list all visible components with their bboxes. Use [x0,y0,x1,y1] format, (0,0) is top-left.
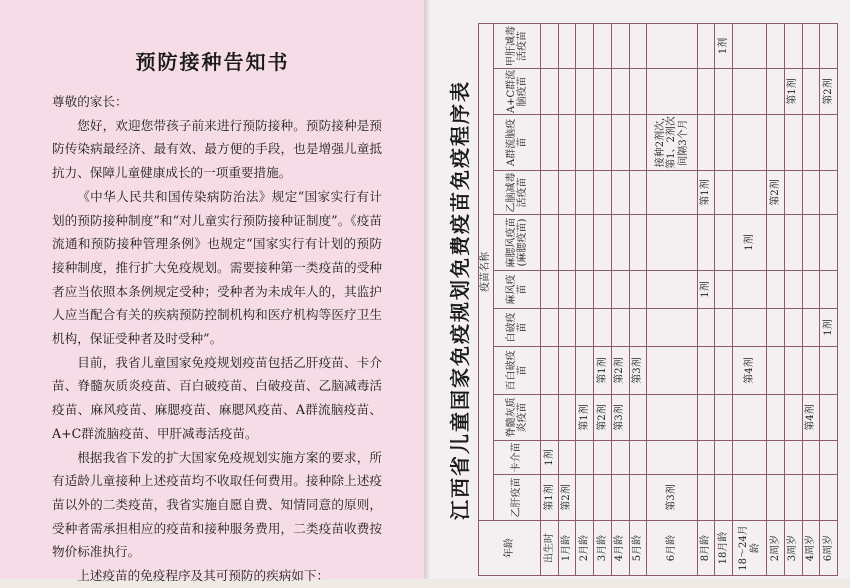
dose-cell: 1剂 [541,441,559,475]
dose-cell [802,23,820,68]
dose-cell [541,309,559,347]
age-cell: 4周岁 [802,521,820,576]
dose-cell [733,171,767,215]
dose-cell [820,23,838,68]
dose-cell [784,171,802,215]
dose-cell [802,115,820,171]
dose-cell [611,215,629,271]
dose-cell [611,441,629,475]
dose-cell [715,115,733,171]
dose-cell [697,309,715,347]
dose-cell [820,347,838,395]
age-cell: 出生时 [541,521,559,576]
age-cell: 3周岁 [784,521,802,576]
table-row [733,23,767,575]
dose-cell [715,347,733,395]
dose-cell: 第2剂 [594,395,612,441]
vaccine-column-header: A群流脑疫苗 [494,115,541,171]
table-row [594,23,612,575]
dose-cell [576,347,594,395]
table-row [647,23,697,575]
age-cell: 6周岁 [820,521,838,576]
dose-cell [733,475,767,521]
table-row [541,23,559,575]
dose-cell [558,69,576,115]
dose-cell [784,475,802,521]
table-row [767,23,785,575]
dose-cell [594,171,612,215]
dose-cell: 第1剂 [541,475,559,521]
dose-cell [697,23,715,68]
dose-cell [629,23,647,68]
vaccine-header-row [494,23,541,575]
dose-cell [541,395,559,441]
dose-cell: 接种2剂次,第1、2剂次间隔3个月 [647,115,697,171]
dose-cell [647,23,697,68]
dose-cell [733,309,767,347]
dose-cell [629,475,647,521]
dose-cell [784,23,802,68]
dose-cell [594,215,612,271]
dose-cell [784,115,802,171]
dose-cell [820,115,838,171]
notice-paragraph: 您好，欢迎您带孩子前来进行预防接种。预防接种是预防传染病最经济、最有效、最方便的手段，也是增强儿童抵抗力、保障儿童健康成长的一项重要措施。 [52,117,382,181]
dose-cell [802,441,820,475]
dose-cell [733,69,767,115]
dose-cell [611,309,629,347]
dose-cell [576,171,594,215]
dose-cell [629,171,647,215]
dose-cell: 1剂 [715,23,733,68]
notice-title: 预防接种告知书 [135,50,290,74]
table-row [715,23,733,575]
dose-cell [594,271,612,309]
dose-cell [647,309,697,347]
dose-cell [802,475,820,521]
dose-cell: 第1剂 [576,395,594,441]
dose-cell [629,309,647,347]
dose-cell [733,115,767,171]
dose-cell [802,69,820,115]
dose-cell [784,347,802,395]
dose-cell [576,215,594,271]
dose-cell [802,347,820,395]
dose-cell [784,215,802,271]
table-row [558,23,576,575]
dose-cell [541,69,559,115]
dose-cell [767,271,785,309]
vaccine-column-header: 麻腮风疫苗(麻腮疫苗) [494,215,541,271]
age-cell: 18月龄 [715,521,733,576]
dose-cell [767,115,785,171]
table-row [802,23,820,575]
vaccine-column-header: 乙脑减毒活疫苗 [494,171,541,215]
dose-cell [647,395,697,441]
age-cell: 2周岁 [767,521,785,576]
vaccine-column-header: 卡介苗 [494,441,541,475]
dose-cell [647,441,697,475]
dose-cell [629,271,647,309]
dose-cell [611,171,629,215]
dose-cell [784,309,802,347]
dose-cell: 第1剂 [594,347,612,395]
table-row [576,23,594,575]
dose-cell [715,271,733,309]
dose-cell: 第4剂 [733,347,767,395]
dose-cell [697,215,715,271]
dose-cell [767,475,785,521]
dose-cell [558,115,576,171]
age-cell: 1月龄 [558,521,576,576]
dose-cell [647,69,697,115]
dose-cell [629,441,647,475]
dose-cell [820,215,838,271]
table-row [697,23,715,575]
dose-cell [558,23,576,68]
dose-cell [733,23,767,68]
dose-cell [802,215,820,271]
notice-paragraph: 目前，我省儿童国家免疫规划疫苗包括乙肝疫苗、卡介苗、脊髓灰质炎疫苗、百白破疫苗、白破疫苗、乙脑减毒活疫苗、麻风疫苗、麻腮疫苗、麻腮风疫苗、A群流脑疫苗、A+C群流脑疫苗、甲肝减毒活疫苗。 [52,354,382,441]
vaccine-column-header: 脊髓灰质炎疫苗 [494,395,541,441]
dose-cell [715,395,733,441]
dose-cell [767,347,785,395]
dose-cell [697,347,715,395]
dose-cell [558,215,576,271]
dose-cell [611,271,629,309]
dose-cell: 第3剂 [629,347,647,395]
notice-body [52,90,382,588]
dose-cell [697,395,715,441]
dose-cell: 第2剂 [767,171,785,215]
dose-cell: 第1剂 [697,171,715,215]
dose-cell: 第2剂 [820,69,838,115]
dose-cell [820,271,838,309]
dose-cell: 第3剂 [647,475,697,521]
dose-cell [611,475,629,521]
schedule-title: 江西省儿童国家免疫规划免费疫苗免疫程序表 [448,80,472,520]
vaccine-column-header: 百白破疫苗 [494,347,541,395]
dose-cell [558,171,576,215]
dose-cell [576,475,594,521]
dose-cell [647,347,697,395]
dose-cell [647,271,697,309]
dose-cell: 1剂 [697,271,715,309]
dose-cell [611,115,629,171]
age-header: 年龄 [479,521,541,576]
dose-cell [558,395,576,441]
table-row [784,23,802,575]
dose-cell [576,23,594,68]
vaccine-column-header: 乙肝疫苗 [494,475,541,521]
vaccine-column-header: A+C群流脑疫苗 [494,69,541,115]
age-cell: 2月龄 [576,521,594,576]
dose-cell [820,475,838,521]
dose-cell: 第4剂 [802,395,820,441]
left-page [0,0,425,584]
vaccine-group-header: 疫苗名称 [479,23,494,520]
dose-cell [594,441,612,475]
schedule-body [541,23,838,575]
dose-cell [594,475,612,521]
dose-cell [576,309,594,347]
age-cell: 6月龄 [647,521,697,576]
dose-cell [629,115,647,171]
age-cell: 3月龄 [594,521,612,576]
dose-cell [576,441,594,475]
dose-cell [802,309,820,347]
dose-cell [558,347,576,395]
dose-cell [715,69,733,115]
dose-cell [784,395,802,441]
dose-cell [541,215,559,271]
dose-cell [697,69,715,115]
dose-cell [733,271,767,309]
dose-cell: 1剂 [820,309,838,347]
dose-cell [767,215,785,271]
dose-cell [784,441,802,475]
dose-cell: 第2剂 [611,347,629,395]
dose-cell [611,23,629,68]
dose-cell [629,69,647,115]
dose-cell: 第3剂 [611,395,629,441]
dose-cell [558,441,576,475]
dose-cell [820,441,838,475]
vaccine-column-header: 白破疫苗 [494,309,541,347]
dose-cell [558,309,576,347]
dose-cell: 第2剂 [558,475,576,521]
schedule-table [478,23,838,576]
dose-cell [541,347,559,395]
notice-paragraph: 上述疫苗的免疫程序及其可预防的疾病如下： [77,568,330,584]
age-cell: 5月龄 [629,521,647,576]
notice-salutation: 尊敬的家长： [52,94,128,109]
table-row [611,23,629,575]
table-row [820,23,838,575]
dose-cell [715,215,733,271]
dose-cell [576,69,594,115]
dose-cell: 第1剂 [784,69,802,115]
dose-cell [820,395,838,441]
dose-cell [594,309,612,347]
vaccine-column-header: 麻风疫苗 [494,271,541,309]
dose-cell [558,271,576,309]
dose-cell [715,309,733,347]
dose-cell [715,171,733,215]
dose-cell [715,475,733,521]
dose-cell [576,271,594,309]
notice-paragraph: 《中华人民共和国传染病防治法》规定“国家实行有计划的预防接种制度”和“对儿童实行预防接种证制度”。《疫苗流通和预防接种管理条例》也规定“国家实行有计划的预防接种制度，推行扩大免疫规划。需要接种第一类疫苗的受种者应当依照本条例规定受种；受种者为未成年人的，其监护人应当配合有关的疾病预防控制机构和医疗机构等医疗卫生机构，保证受种者及时受种”。 [52,188,382,347]
dose-cell [784,271,802,309]
table-row [629,23,647,575]
dose-cell [802,171,820,215]
dose-cell [767,441,785,475]
age-cell: 4月龄 [611,521,629,576]
dose-cell [767,395,785,441]
dose-cell: 1剂 [733,215,767,271]
dose-cell [647,215,697,271]
schedule-rotated-block [444,24,838,576]
dose-cell [697,475,715,521]
dose-cell [697,115,715,171]
dose-cell [733,395,767,441]
dose-cell [541,115,559,171]
dose-cell [733,441,767,475]
dose-cell [629,395,647,441]
dose-cell [767,309,785,347]
dose-cell [594,115,612,171]
dose-cell [611,69,629,115]
dose-cell [629,215,647,271]
dose-cell [802,271,820,309]
dose-cell [541,23,559,68]
vaccine-column-header: 甲肝减毒活疫苗 [494,23,541,68]
dose-cell [715,441,733,475]
dose-cell [594,69,612,115]
dose-cell [820,171,838,215]
dose-cell [541,271,559,309]
notice-paragraph: 根据我省下发的扩大国家免疫规划实施方案的要求，所有适龄儿童接种上述疫苗均不收取任何费用。接种除上述疫苗以外的二类疫苗，我省实施自愿自费、知情同意的原则，受种者需承担相应的疫苗和接种服务费用，二类疫苗收费按物价标准执行。 [52,449,382,560]
dose-cell [697,441,715,475]
age-cell: 18～24月龄 [733,521,767,576]
age-cell: 8月龄 [697,521,715,576]
dose-cell [767,69,785,115]
dose-cell [647,171,697,215]
dose-cell [767,23,785,68]
dose-cell [541,171,559,215]
dose-cell [594,23,612,68]
dose-cell [576,115,594,171]
